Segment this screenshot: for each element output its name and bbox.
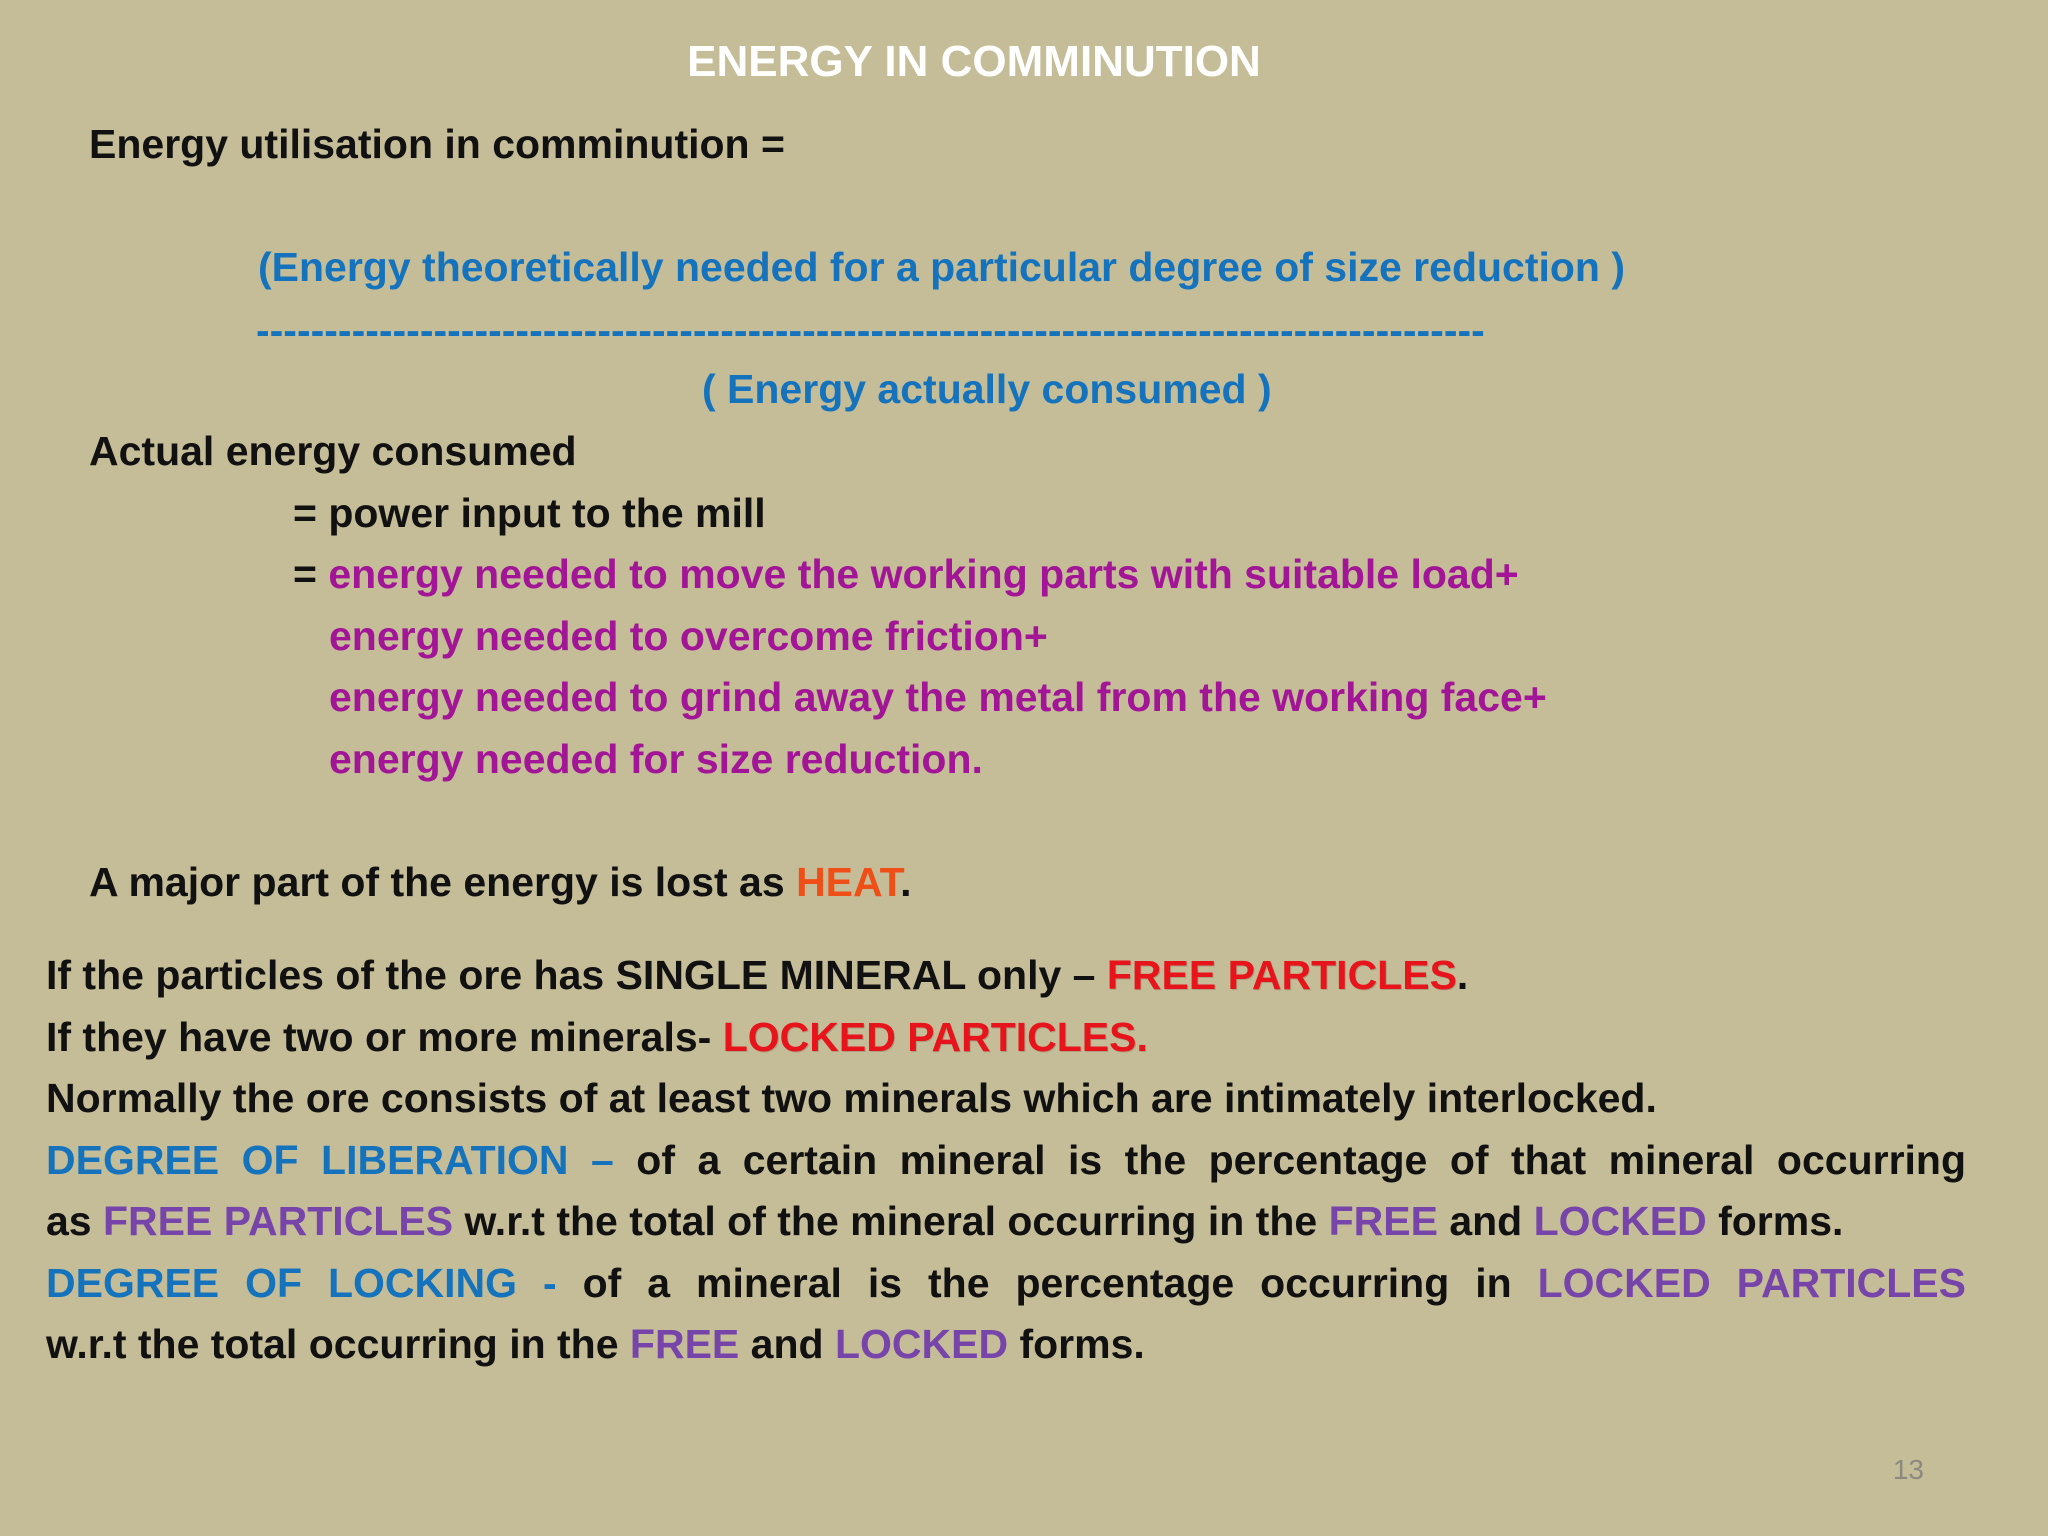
locked-particles-term: LOCKED PARTICLES. [722,1014,1148,1060]
dlk-locked-particles: LOCKED PARTICLES [1537,1260,1966,1306]
two-prefix: If they have two or more minerals- [46,1014,723,1060]
equals-sign: = [293,551,329,597]
degree-of-liberation-line1 [46,1130,1966,1191]
slide-title: ENERGY IN COMMINUTION [687,37,1261,86]
fraction-bar: ------------------------------------------------------------------------------------------ [256,307,1485,353]
dol-locked: LOCKED [1533,1198,1707,1244]
dol-text2: w.r.t the total of the mineral occurring in the [453,1198,1329,1244]
equation-energy-grind-metal: energy needed to grind away the metal from the working face+ [329,674,1547,720]
dlk-forms: forms. [1008,1321,1145,1367]
dol-free: FREE [1328,1198,1438,1244]
dlk-free: FREE [629,1321,740,1367]
heat-prefix: A major part of the energy is lost as [89,859,797,905]
dlk-text2: w.r.t the total occurring in the [46,1321,630,1367]
equation-power-input: = power input to the mill [293,490,766,536]
degree-of-locking-term: DEGREE OF LOCKING - [46,1260,583,1306]
equation-energy-moving-parts [293,550,1519,598]
two-minerals-statement [46,1013,1148,1061]
heat-word: HEAT [796,859,901,905]
fraction-numerator: (Energy theoretically needed for a particular degree of size reduction ) [258,244,1626,290]
actual-energy-label: Actual energy consumed [89,428,577,474]
normally-statement: Normally the ore consists of at least two minerals which are intimately interlocked. [46,1075,1657,1121]
utilisation-label: Energy utilisation in comminution = [89,121,785,167]
single-mineral-statement [46,951,1468,999]
dol-and: and [1437,1198,1534,1244]
degree-of-liberation-text: of a certain mineral is the percentage of that mineral occurring [636,1137,1967,1183]
dol-free-particles: FREE PARTICLES [103,1198,454,1244]
single-suffix: . [1456,952,1469,998]
degree-of-liberation-term: DEGREE OF LIBERATION – [46,1137,637,1183]
dlk-locked: LOCKED [834,1321,1009,1367]
single-prefix: If the particles of the ore has SINGLE MINERAL only – [46,952,1107,998]
heat-suffix: . [900,859,912,905]
dol-as: as [46,1198,103,1244]
energy-moving-parts-text: energy needed to move the working parts with suitable load+ [328,551,1519,597]
equation-energy-friction: energy needed to overcome friction+ [329,613,1048,659]
degree-of-locking-line1 [46,1253,1966,1314]
dlk-and: and [739,1321,835,1367]
degree-of-locking-line2 [46,1320,1145,1368]
equation-energy-size-reduction: energy needed for size reduction. [329,736,983,782]
fraction-denominator: ( Energy actually consumed ) [702,366,1272,412]
free-particles-term: FREE PARTICLES [1106,952,1457,998]
degree-of-locking-text: of a mineral is the percentage occurring in [582,1260,1538,1306]
heat-loss-statement [89,858,912,906]
page-number: 13 [1892,1454,1924,1485]
dol-forms: forms. [1706,1198,1844,1244]
degree-of-liberation-line2 [46,1197,1843,1245]
